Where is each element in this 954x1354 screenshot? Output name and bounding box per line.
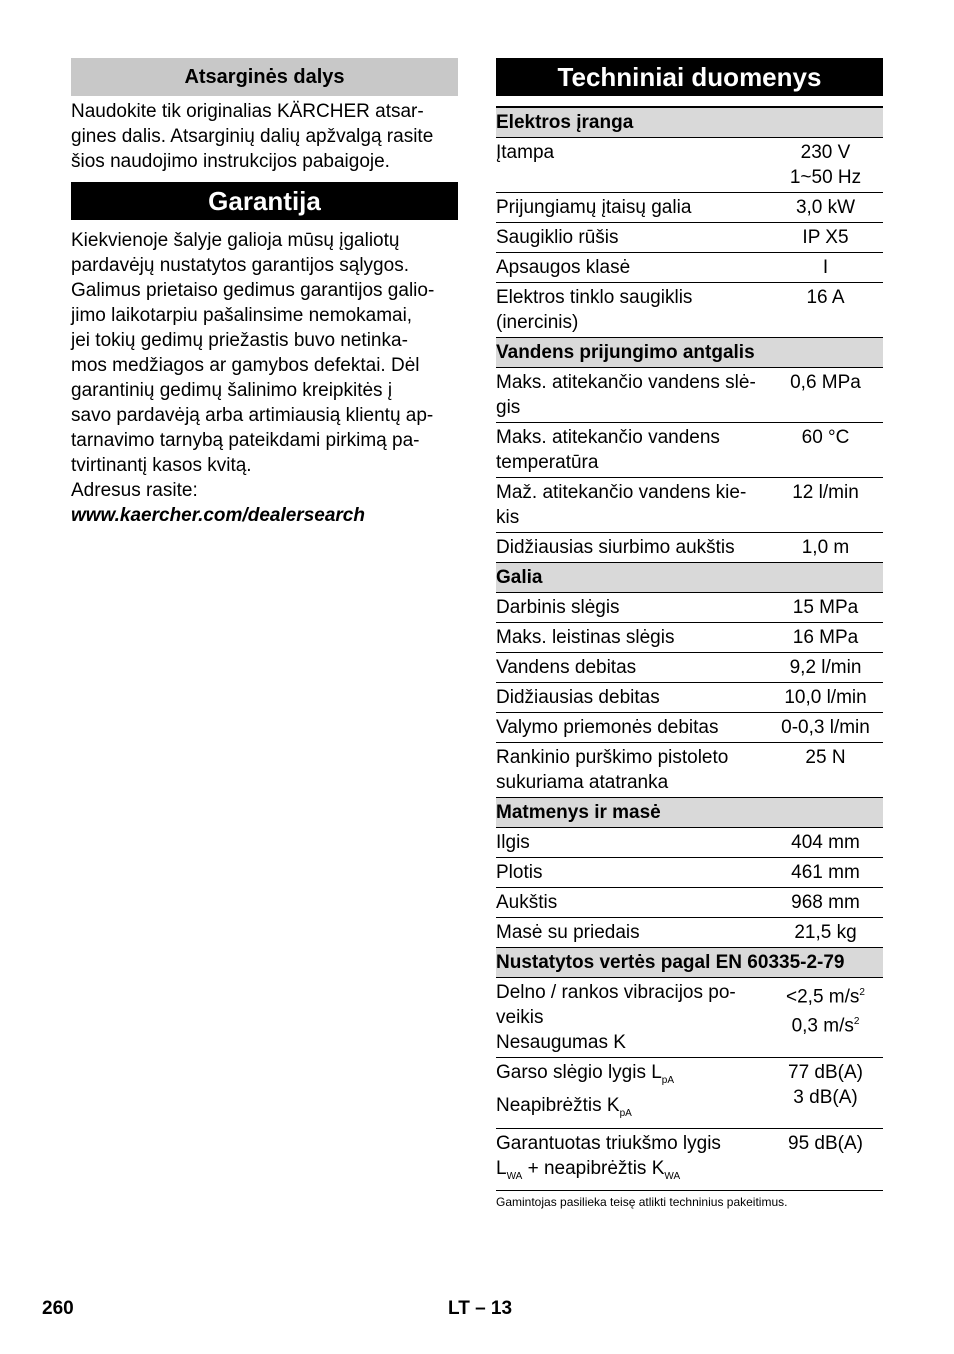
max-temp-value: 60 °C: [768, 423, 883, 478]
warranty-line: mos medžiagos ar gamybos defektai. Dėl: [71, 355, 420, 376]
voltage-value: 230 V 1~50 Hz: [768, 138, 883, 193]
suction-value: 1,0 m: [768, 533, 883, 563]
warranty-line: Kiekvienoje šalyje galioja mūsų įgaliotų: [71, 230, 400, 251]
max-pressure-label: Maks. atitekančio vandens slė-gis: [496, 368, 768, 423]
table-row: [496, 713, 883, 743]
water-flow-label: Vandens debitas: [496, 653, 768, 683]
table-row: [496, 828, 883, 858]
warranty-line: tvirtinantį kasos kvitą.: [71, 455, 252, 476]
noise-pressure-value: 77 dB(A) 3 dB(A): [768, 1058, 883, 1129]
warranty-line: savo pardavėją arba artimiausią klientų ap-: [71, 405, 434, 426]
table-row: [496, 283, 883, 338]
recoil-value: 25 N: [768, 743, 883, 798]
tech-data-heading: Techniniai duomenys: [496, 58, 883, 96]
table-row: [496, 978, 883, 1058]
width-value: 461 mm: [768, 858, 883, 888]
warranty-line: Adresus rasite:: [71, 480, 198, 501]
fuse-value: 16 A: [768, 283, 883, 338]
max-pressure-value: 0,6 MPa: [768, 368, 883, 423]
table-row: [496, 193, 883, 223]
table-row: [496, 858, 883, 888]
section-row: [496, 948, 883, 978]
spare-parts-heading: Atsarginės dalys: [71, 58, 458, 96]
table-row: [496, 253, 883, 283]
work-pressure-label: Darbinis slėgis: [496, 593, 768, 623]
protection-class-label: Apsaugos klasė: [496, 253, 768, 283]
table-row: [496, 533, 883, 563]
spare-parts-line: Naudokite tik originalias KÄRCHER atsar-: [71, 101, 424, 122]
suction-label: Didžiausias siurbimo aukštis: [496, 533, 768, 563]
dealer-search-link[interactable]: www.kaercher.com/dealersearch: [71, 505, 365, 526]
spare-parts-text: [71, 99, 458, 174]
weight-label: Masė su priedais: [496, 918, 768, 948]
min-flow-label: Maž. atitekančio vandens kie-kis: [496, 478, 768, 533]
tech-data-table: [496, 106, 883, 1191]
table-row: [496, 138, 883, 193]
table-row: [496, 683, 883, 713]
protection-class-value: I: [768, 253, 883, 283]
table-row: [496, 478, 883, 533]
max-perm-pressure-value: 16 MPa: [768, 623, 883, 653]
max-flow-label: Didžiausias debitas: [496, 683, 768, 713]
recoil-label: Rankinio purškimo pistoleto sukuriama atatranka: [496, 743, 768, 798]
warranty-line: jei tokių gedimų priežastis buvo netinka-: [71, 330, 408, 351]
sound-power-label: Garantuotas triukšmo lygis $L_{WA}$ + neapibrėžtis $K_{WA}$: [496, 1128, 768, 1191]
length-label: Ilgis: [496, 828, 768, 858]
table-row: [496, 223, 883, 253]
height-label: Aukštis: [496, 888, 768, 918]
warranty-line: jimo laikotarpiu pašalinsime nemokamai,: [71, 305, 413, 326]
min-flow-value: 12 l/min: [768, 478, 883, 533]
language-page-label: LT – 13: [448, 1298, 513, 1319]
spare-parts-line: šios naudojimo instrukcijos pabaigoje.: [71, 151, 390, 172]
max-perm-pressure-label: Maks. leistinas slėgis: [496, 623, 768, 653]
table-row: [496, 623, 883, 653]
section-dimensions: Matmenys ir masė: [496, 798, 883, 828]
weight-value: 21,5 kg: [768, 918, 883, 948]
voltage-label: Įtampa: [496, 138, 768, 193]
section-values: Nustatytos vertės pagal EN 60335-2-79: [496, 948, 883, 978]
warranty-text: [71, 228, 458, 528]
section-row: [496, 338, 883, 368]
protection-type-value: IP X5: [768, 223, 883, 253]
table-row: [496, 593, 883, 623]
section-power: Galia: [496, 563, 883, 593]
work-pressure-value: 15 MPa: [768, 593, 883, 623]
spare-parts-line: gines dalis. Atsarginių dalių apžvalgą rasite: [71, 126, 434, 147]
vibration-value: <2,5 $m/s^2$ 0,3 $m/s^2$: [768, 978, 883, 1058]
section-row: [496, 798, 883, 828]
technical-changes-note: Gamintojas pasilieka teisę atlikti techninius pakeitimus.: [496, 1195, 788, 1210]
noise-pressure-label: Garso slėgio lygis $L_{pA}$ Neapibrėžtis $K_{pA}$: [496, 1058, 768, 1129]
section-water: Vandens prijungimo antgalis: [496, 338, 883, 368]
table-row: [496, 1128, 883, 1191]
table-row: [496, 653, 883, 683]
page-number: 260: [42, 1298, 74, 1319]
section-electrical: Elektros įranga: [496, 107, 883, 138]
water-flow-value: 9,2 l/min: [768, 653, 883, 683]
detergent-flow-value: 0-0,3 l/min: [768, 713, 883, 743]
detergent-flow-label: Valymo priemonės debitas: [496, 713, 768, 743]
warranty-line: tarnavimo tarnybą pateikdami pirkimą pa-: [71, 430, 420, 451]
length-value: 404 mm: [768, 828, 883, 858]
left-column: [71, 58, 458, 528]
table-row: [496, 918, 883, 948]
vibration-label: Delno / rankos vibracijos po-veikis Nesaugumas K: [496, 978, 768, 1058]
warranty-line: garantinių gedimų šalinimo kreipkitės į: [71, 380, 393, 401]
max-flow-value: 10,0 l/min: [768, 683, 883, 713]
table-row: [496, 368, 883, 423]
sound-power-value: 95 dB(A): [768, 1128, 883, 1191]
height-value: 968 mm: [768, 888, 883, 918]
max-temp-label: Maks. atitekančio vandens temperatūra: [496, 423, 768, 478]
protection-type-label: Saugiklio rūšis: [496, 223, 768, 253]
section-row: [496, 107, 883, 138]
table-row: [496, 423, 883, 478]
table-row: [496, 1058, 883, 1129]
table-row: [496, 743, 883, 798]
table-row: [496, 888, 883, 918]
warranty-line: pardavėjų nustatytos garantijos sąlygos.: [71, 255, 409, 276]
warranty-heading: Garantija: [71, 182, 458, 220]
section-row: [496, 563, 883, 593]
width-label: Plotis: [496, 858, 768, 888]
fuse-label: Elektros tinklo saugiklis (inercinis): [496, 283, 768, 338]
warranty-line: Galimus prietaiso gedimus garantijos galio-: [71, 280, 435, 301]
power-label: Prijungiamų įtaisų galia: [496, 193, 768, 223]
power-value: 3,0 kW: [768, 193, 883, 223]
right-column: [496, 58, 883, 1209]
